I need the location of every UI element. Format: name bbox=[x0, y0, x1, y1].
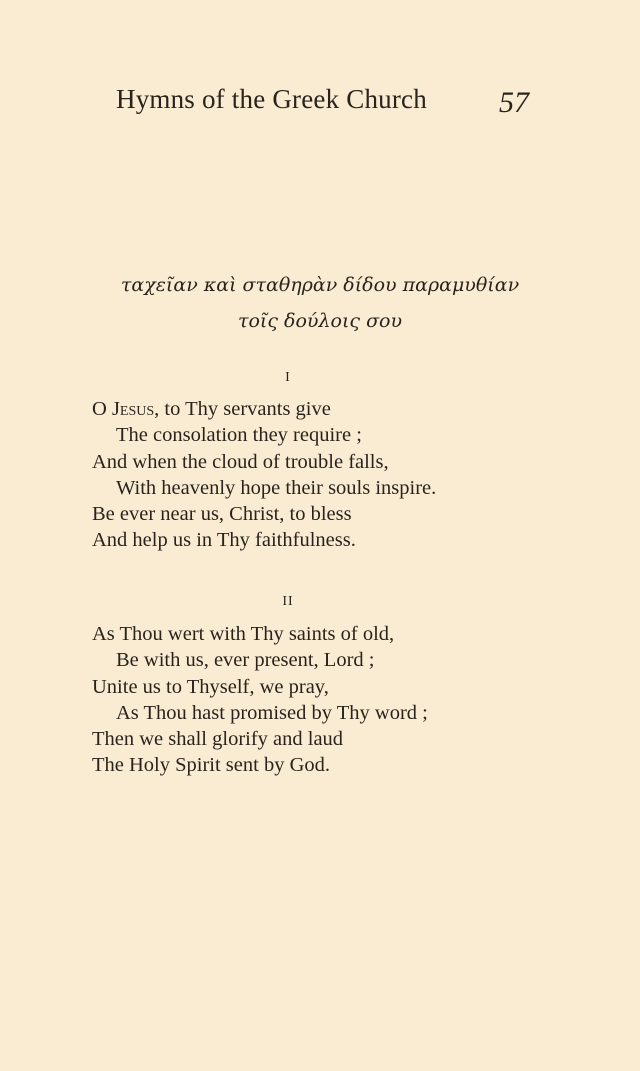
verse-line: Then we shall glorify and laud bbox=[92, 728, 344, 751]
verse-line bbox=[92, 396, 436, 422]
verse-line: Unite us to Thyself, we pray, bbox=[92, 675, 329, 698]
epigraph-line: τοῖς δούλοις σου bbox=[237, 310, 403, 332]
running-title: Hymns of the Greek Church bbox=[116, 84, 427, 114]
stanza-number: II bbox=[282, 594, 294, 609]
verse-text: O bbox=[92, 398, 112, 420]
running-head bbox=[0, 84, 640, 124]
verse-name-small-caps: Jesus bbox=[111, 398, 155, 420]
verse-line: Be with us, ever present, Lord ; bbox=[116, 649, 375, 672]
verse-line: The Holy Spirit sent by God. bbox=[92, 754, 331, 777]
verse-line: And help us in Thy faithfulness. bbox=[92, 529, 356, 552]
greek-epigraph bbox=[60, 267, 580, 339]
verse-line: As Thou wert with Thy saints of old, bbox=[92, 623, 395, 645]
stanza bbox=[92, 621, 428, 779]
page-number: 57 bbox=[499, 86, 529, 119]
verse-line: As Thou hast promised by Thy word ; bbox=[116, 701, 428, 724]
epigraph-line: ταχεῖαν καὶ σταθηρὰν δίδου παραμυθίαν bbox=[120, 274, 520, 296]
verse-line: The consolation they require ; bbox=[116, 424, 362, 447]
verse-text: , to Thy servants give bbox=[154, 398, 331, 420]
stanza-number: I bbox=[285, 370, 291, 385]
verse-line: Be ever near us, Christ, to bless bbox=[92, 503, 352, 526]
verse-line: With heavenly hope their souls inspire. bbox=[116, 476, 437, 499]
stanza bbox=[92, 396, 436, 554]
verse-line: And when the cloud of trouble falls, bbox=[92, 450, 389, 473]
